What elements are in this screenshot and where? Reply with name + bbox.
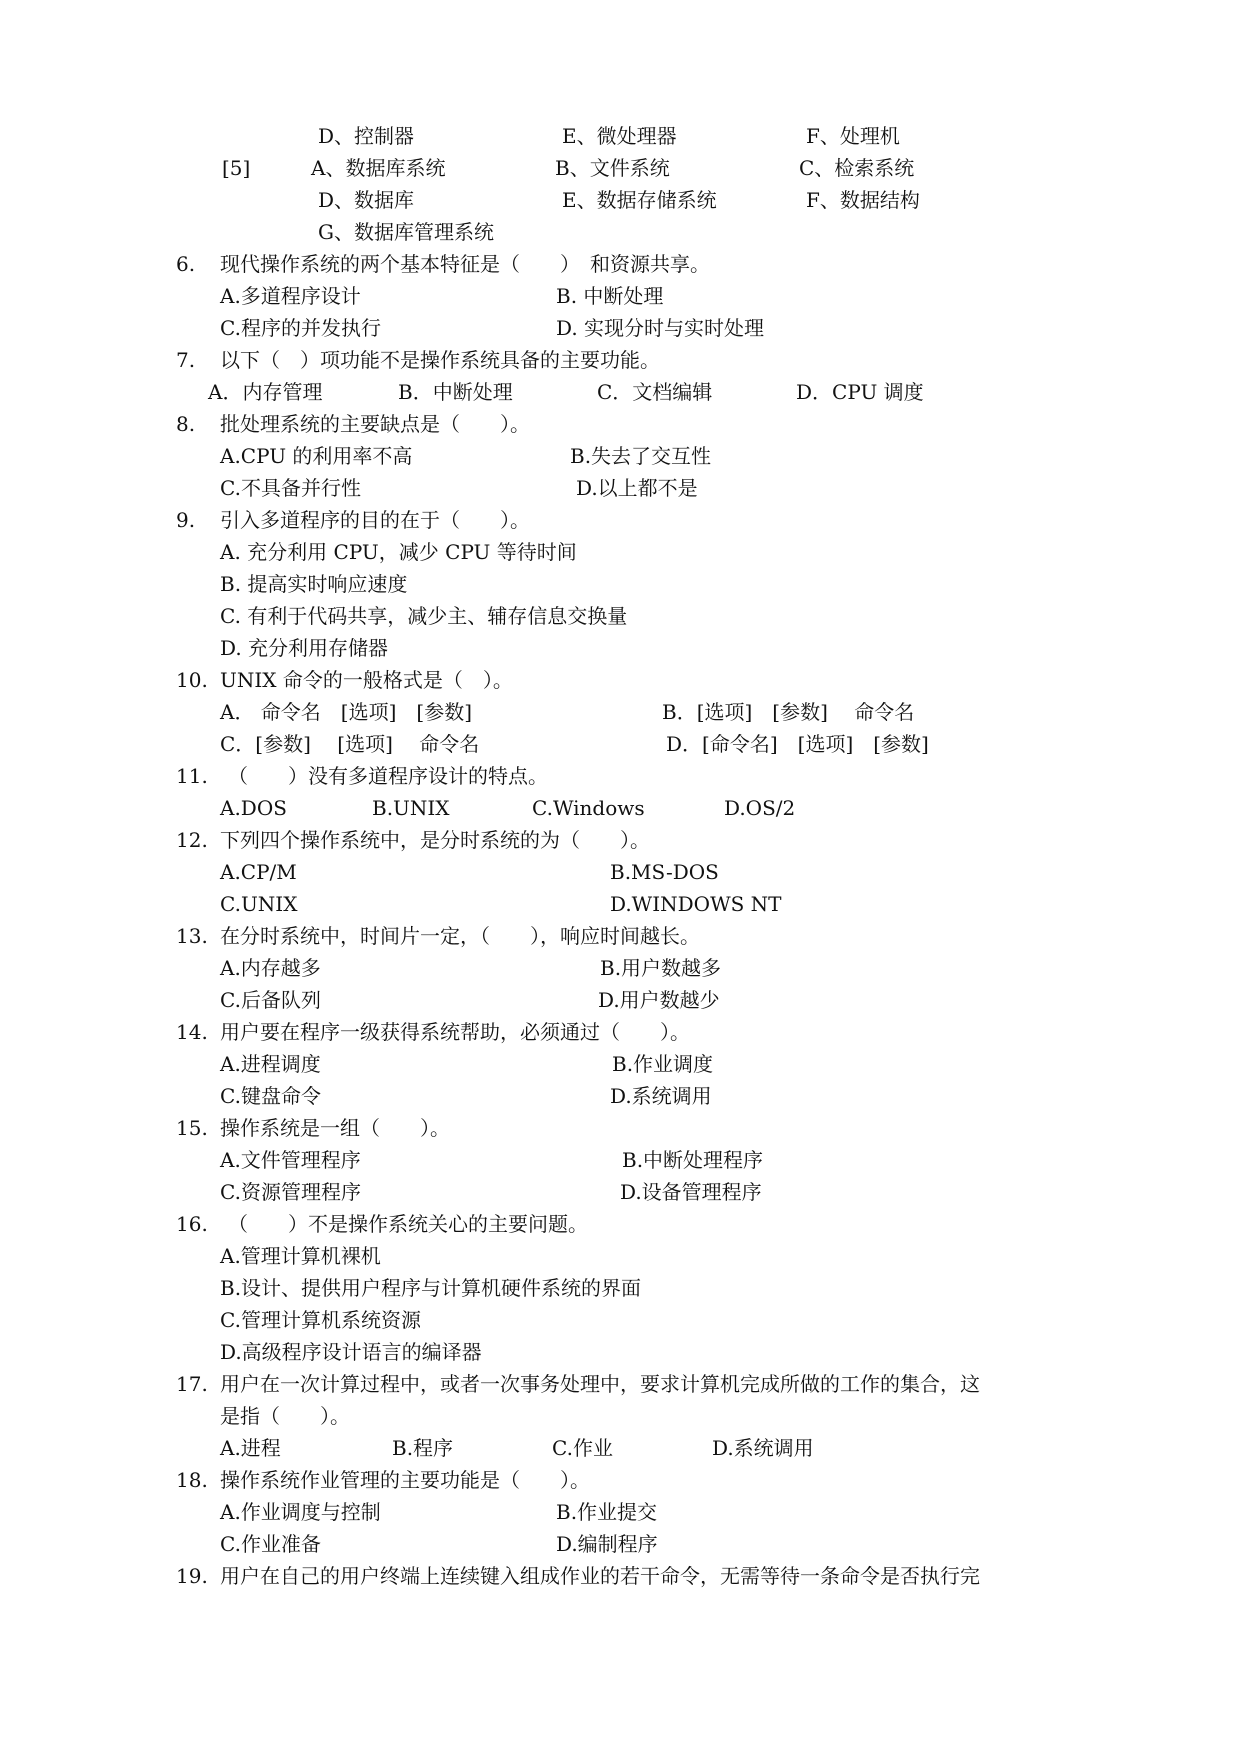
option-row [0, 600, 1241, 632]
question-stem [0, 1112, 1241, 1144]
option: C.键盘命令 [220, 1084, 321, 1108]
option: A．内存管理 [208, 380, 323, 404]
option: C.后备队列 [220, 988, 321, 1012]
option-row [0, 984, 1241, 1016]
question-text: 用户在自己的用户终端上连续键入组成作业的若干命令，无需等待一条命令是否执行完 [220, 1564, 980, 1588]
option: A.CPU 的利用率不高 [220, 444, 413, 468]
option-row [0, 856, 1241, 888]
option: C.管理计算机系统资源 [220, 1308, 421, 1332]
option-row [0, 1080, 1241, 1112]
option: D.WINDOWS NT [610, 892, 782, 916]
q5-option-row [0, 152, 1241, 184]
question-text: 操作系统是一组（ ）。 [220, 1116, 450, 1140]
question-text: 引入多道程序的目的在于（ ）。 [220, 508, 530, 532]
option: D.用户数越少 [598, 988, 720, 1012]
option: B.UNIX [372, 796, 450, 820]
option: D.以上都不是 [576, 476, 698, 500]
option: B.程序 [392, 1436, 454, 1460]
option: A.管理计算机裸机 [220, 1244, 381, 1268]
option: B.作业提交 [556, 1500, 658, 1524]
question-stem [0, 1208, 1241, 1240]
option: A.内存越多 [220, 956, 321, 980]
question-text: 以下（ ）项功能不是操作系统具备的主要功能。 [220, 348, 660, 372]
option: D．[命令名] [选项] [参数] [666, 732, 929, 756]
option: A.文件管理程序 [220, 1148, 361, 1172]
q5-option-row [0, 120, 1241, 152]
question-number: 15. [176, 1116, 208, 1140]
option: B.用户数越多 [600, 956, 722, 980]
option: G、数据库管理系统 [318, 220, 494, 244]
option-row [0, 1240, 1241, 1272]
option: C. 有利于代码共享，减少主、辅存信息交换量 [220, 604, 628, 628]
option: B. 提高实时响应速度 [220, 572, 408, 596]
option: C.不具备并行性 [220, 476, 361, 500]
question-stem [0, 248, 1241, 280]
option: C.资源管理程序 [220, 1180, 361, 1204]
option: F、处理机 [806, 124, 900, 148]
option: B.作业调度 [612, 1052, 714, 1076]
option: D. 充分利用存储器 [220, 636, 389, 660]
question-text: （ ）没有多道程序设计的特点。 [228, 764, 548, 788]
option-row [0, 1496, 1241, 1528]
option-row [0, 1336, 1241, 1368]
option: C.作业准备 [220, 1532, 321, 1556]
option: A.作业调度与控制 [220, 1500, 381, 1524]
option: C．文档编辑 [597, 380, 713, 404]
option-row [0, 1048, 1241, 1080]
option: D. 实现分时与实时处理 [556, 316, 765, 340]
option-row [0, 472, 1241, 504]
option: B.设计、提供用户程序与计算机硬件系统的界面 [220, 1276, 642, 1300]
question-stem-continued [0, 1400, 1241, 1432]
option-row [0, 440, 1241, 472]
question-text: 现代操作系统的两个基本特征是（ ） 和资源共享。 [220, 252, 710, 276]
option: C.程序的并发执行 [220, 316, 381, 340]
option: B.中断处理程序 [622, 1148, 764, 1172]
option: A.进程 [220, 1436, 281, 1460]
option-row [0, 1528, 1241, 1560]
question-stem [0, 824, 1241, 856]
option-row [0, 1144, 1241, 1176]
option: A. 充分利用 CPU，减少 CPU 等待时间 [220, 540, 577, 564]
question-number: 16. [176, 1212, 208, 1236]
option: D．CPU 调度 [796, 380, 924, 404]
option: C、检索系统 [799, 156, 915, 180]
option-row [0, 280, 1241, 312]
question-text: UNIX 命令的一般格式是（ ）。 [220, 668, 513, 692]
question-number: 11. [176, 764, 208, 788]
option: C.UNIX [220, 892, 298, 916]
question-stem [0, 664, 1241, 696]
q5-option-row [0, 216, 1241, 248]
option-row [0, 888, 1241, 920]
question-stem [0, 408, 1241, 440]
option-row [0, 696, 1241, 728]
question-number: 13. [176, 924, 208, 948]
option: D.设备管理程序 [620, 1180, 762, 1204]
option: D、控制器 [318, 124, 415, 148]
option: B．中断处理 [398, 380, 513, 404]
question-stem [0, 760, 1241, 792]
question-number: 10. [176, 668, 208, 692]
question-number: 8. [176, 412, 196, 436]
option: C.Windows [532, 796, 645, 820]
question-number: 6. [176, 252, 196, 276]
option: D.高级程序设计语言的编译器 [220, 1340, 482, 1364]
question-text: 用户在一次计算过程中，或者一次事务处理中，要求计算机完成所做的工作的集合，这 [220, 1372, 980, 1396]
option: C.作业 [552, 1436, 613, 1460]
option: B、文件系统 [555, 156, 670, 180]
question-stem [0, 920, 1241, 952]
sub-question-label: [5] [222, 156, 251, 180]
option: A． 命令名 [选项] [参数] [220, 700, 473, 724]
option-row [0, 728, 1241, 760]
option: E、微处理器 [562, 124, 677, 148]
option: D.编制程序 [556, 1532, 658, 1556]
option: D.系统调用 [712, 1436, 814, 1460]
option-row [0, 536, 1241, 568]
question-number: 14. [176, 1020, 208, 1044]
option-row [0, 1176, 1241, 1208]
option-row [0, 952, 1241, 984]
option-row [0, 792, 1241, 824]
question-stem [0, 1560, 1241, 1592]
option: F、数据结构 [806, 188, 920, 212]
question-number: 17. [176, 1372, 208, 1396]
option: D、数据库 [318, 188, 415, 212]
option-row [0, 1432, 1241, 1464]
option-row [0, 568, 1241, 600]
question-text: 在分时系统中，时间片一定，（ ），响应时间越长。 [220, 924, 700, 948]
option-row [0, 312, 1241, 344]
option: A.进程调度 [220, 1052, 321, 1076]
option: E、数据存储系统 [562, 188, 717, 212]
option: A.CP/M [220, 860, 297, 884]
option: A、数据库系统 [311, 156, 446, 180]
option-row [0, 376, 1241, 408]
question-stem [0, 1016, 1241, 1048]
question-stem [0, 504, 1241, 536]
option: B.失去了交互性 [570, 444, 712, 468]
question-text: 批处理系统的主要缺点是（ ）。 [220, 412, 530, 436]
question-text: 操作系统作业管理的主要功能是（ ）。 [220, 1468, 590, 1492]
question-text: 用户要在程序一级获得系统帮助，必须通过（ ）。 [220, 1020, 690, 1044]
question-stem [0, 1464, 1241, 1496]
option-row [0, 1304, 1241, 1336]
option: C．[参数] [选项] 命令名 [220, 732, 480, 756]
option: D.系统调用 [610, 1084, 712, 1108]
question-text: 是指（ ）。 [220, 1404, 350, 1428]
option: B．[选项] [参数] 命令名 [662, 700, 915, 724]
option: B.MS-DOS [610, 860, 719, 884]
option-row [0, 1272, 1241, 1304]
question-number: 12. [176, 828, 208, 852]
option: D.OS/2 [724, 796, 796, 820]
q5-option-row [0, 184, 1241, 216]
question-number: 18. [176, 1468, 208, 1492]
option: A.多道程序设计 [220, 284, 361, 308]
option: A.DOS [220, 796, 287, 820]
question-stem [0, 344, 1241, 376]
question-number: 19. [176, 1564, 208, 1588]
question-stem [0, 1368, 1241, 1400]
question-number: 7. [176, 348, 196, 372]
question-text: （ ）不是操作系统关心的主要问题。 [228, 1212, 588, 1236]
option-row [0, 632, 1241, 664]
question-text: 下列四个操作系统中，是分时系统的为（ ）。 [220, 828, 650, 852]
question-number: 9. [176, 508, 196, 532]
option: B. 中断处理 [556, 284, 664, 308]
